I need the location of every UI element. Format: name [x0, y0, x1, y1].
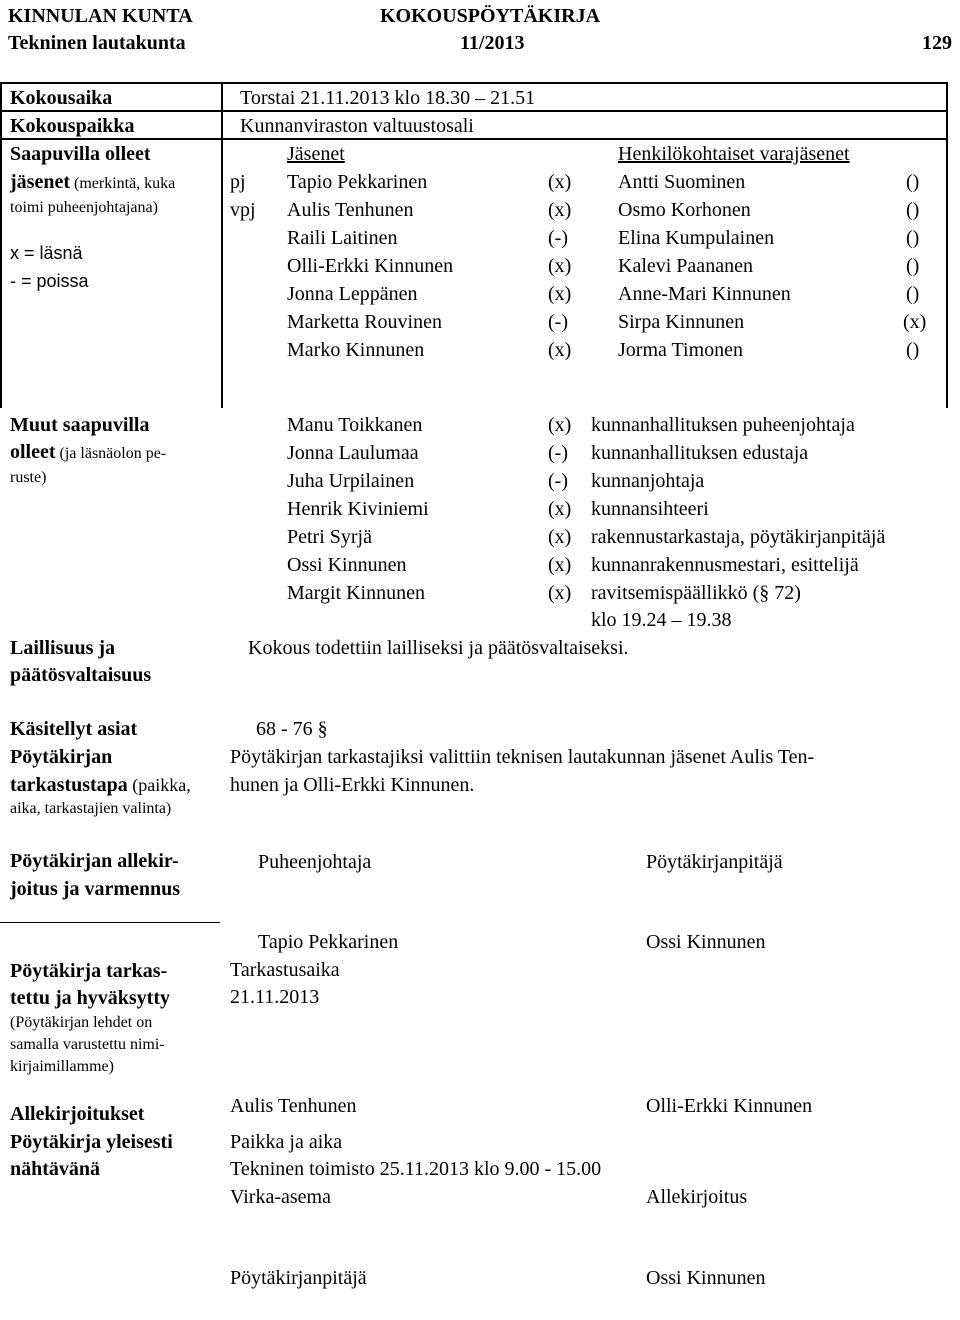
others-role: kunnanhallituksen edustaja	[591, 442, 809, 464]
approval-signer-1: Aulis Tenhunen	[230, 1095, 357, 1117]
deputy-name: Kalevi Paananen	[618, 255, 753, 277]
member-mark: (x)	[548, 255, 572, 277]
public-position-label: Virka-asema	[230, 1186, 331, 1208]
chair-name: Tapio Pekkarinen	[258, 931, 399, 953]
deputy-name: Sirpa Kinnunen	[618, 311, 745, 333]
legend-present: x = läsnä	[10, 243, 83, 263]
attendance-label-note: (merkintä, kuka	[69, 175, 176, 192]
approval-label: Pöytäkirja tarkas-	[10, 960, 168, 982]
review-text-2: hunen ja Olli-Erkki Kinnunen.	[230, 774, 475, 796]
member-mark: (-)	[548, 227, 568, 249]
member-name: Aulis Tenhunen	[287, 199, 414, 221]
public-signer: Ossi Kinnunen	[646, 1267, 766, 1289]
others-role: kunnanrakennusmestari, esittelijä	[591, 554, 859, 576]
row-divider-1	[0, 110, 948, 112]
others-mark: (x)	[548, 554, 572, 576]
others-name: Juha Urpilainen	[287, 470, 415, 492]
public-place-label: Paikka ja aika	[230, 1131, 343, 1153]
member-mark: (x)	[548, 199, 572, 221]
page-number: 129	[922, 32, 952, 54]
deputy-name: Anne-Mari Kinnunen	[618, 283, 791, 305]
doc-type: KOKOUSPÖYTÄKIRJA	[380, 5, 601, 27]
deputy-mark: ()	[906, 199, 920, 221]
review-label-3: aika, tarkastajien valinta)	[10, 800, 172, 817]
member-name: Marketta Rouvinen	[287, 311, 442, 333]
meeting-number: 11/2013	[460, 32, 525, 54]
deputies-header: Henkilökohtaiset varajäsenet	[618, 143, 850, 165]
others-role: rakennustarkastaja, pöytäkirjanpitäjä	[591, 526, 886, 548]
others-label-bold: olleet	[10, 441, 56, 463]
signatures-label: Allekirjoitukset	[10, 1103, 145, 1125]
member-mark: (x)	[548, 283, 572, 305]
signing-label-2: joitus ja varmennus	[10, 878, 181, 900]
box-top-line	[0, 82, 948, 84]
box-left-line	[0, 82, 2, 408]
member-role: pj	[230, 171, 246, 193]
others-label-2	[10, 441, 166, 465]
others-name: Jonna Laulumaa	[287, 442, 419, 464]
secretary-title: Pöytäkirjanpitäjä	[646, 851, 783, 873]
member-name: Olli-Erkki Kinnunen	[287, 255, 454, 277]
others-name: Margit Kinnunen	[287, 582, 425, 604]
public-position-value: Pöytäkirjanpitäjä	[230, 1267, 367, 1289]
attendance-label-bold: jäsenet	[10, 171, 70, 193]
chair-title: Puheenjohtaja	[258, 851, 372, 873]
items-label: Käsitellyt asiat	[10, 718, 138, 740]
deputy-name: Osmo Korhonen	[618, 199, 751, 221]
member-mark: (x)	[548, 171, 572, 193]
review-label-2	[10, 774, 191, 796]
deputy-mark: ()	[906, 283, 920, 305]
others-time-note: klo 19.24 – 19.38	[591, 609, 732, 631]
member-name: Jonna Leppänen	[287, 283, 418, 305]
others-mark: (x)	[548, 526, 572, 548]
others-role: ravitsemispäällikkö (§ 72)	[591, 582, 801, 604]
others-mark: (x)	[548, 414, 572, 436]
review-text-1: Pöytäkirjan tarkastajiksi valittiin teknisen lautakunnan jäsenet Aulis Ten-	[230, 746, 815, 768]
deputy-name: Antti Suominen	[618, 171, 746, 193]
others-mark: (x)	[548, 498, 572, 520]
meeting-place-label: Kokouspaikka	[10, 115, 135, 137]
row-divider-2	[0, 138, 948, 140]
signing-divider	[0, 922, 220, 923]
public-signature-label: Allekirjoitus	[646, 1186, 748, 1208]
box-middle-line	[221, 82, 223, 408]
member-mark: (x)	[548, 339, 572, 361]
attendance-label-3: toimi puheenjohtajana)	[10, 199, 158, 216]
board-name: Tekninen lautakunta	[8, 32, 186, 54]
legality-text: Kokous todettiin lailliseksi ja päätösvaltaiseksi.	[248, 637, 629, 659]
member-name: Raili Laitinen	[287, 227, 398, 249]
others-mark: (-)	[548, 442, 568, 464]
meeting-time-label: Kokousaika	[10, 87, 113, 109]
others-label: Muut saapuvilla	[10, 414, 150, 436]
deputy-mark: (x)	[903, 311, 927, 333]
deputy-name: Jorma Timonen	[618, 339, 744, 361]
deputy-mark: ()	[906, 171, 920, 193]
approval-signer-2: Olli-Erkki Kinnunen	[646, 1095, 813, 1117]
others-name: Henrik Kiviniemi	[287, 498, 429, 520]
deputy-mark: ()	[906, 339, 920, 361]
approval-label-3: (Pöytäkirjan lehdet on	[10, 1014, 153, 1031]
public-place-value: Tekninen toimisto 25.11.2013 klo 9.00 - 15.00	[230, 1158, 602, 1180]
legality-label-2: päätösvaltaisuus	[10, 664, 152, 686]
items-value: 68 - 76 §	[256, 718, 328, 740]
box-right-line	[946, 82, 948, 408]
legend-absent: - = poissa	[10, 271, 89, 291]
meeting-place-value: Kunnanviraston valtuustosali	[240, 115, 474, 137]
others-name: Petri Syrjä	[287, 526, 372, 548]
approval-time-label: Tarkastusaika	[230, 959, 340, 981]
others-mark: (-)	[548, 470, 568, 492]
approval-label-2: tettu ja hyväksytty	[10, 987, 170, 1009]
member-name: Marko Kinnunen	[287, 339, 425, 361]
approval-label-4: samalla varustettu nimi-	[10, 1036, 165, 1053]
secretary-name: Ossi Kinnunen	[646, 931, 766, 953]
approval-time-value: 21.11.2013	[230, 986, 320, 1008]
member-name: Tapio Pekkarinen	[287, 171, 428, 193]
deputy-mark: ()	[906, 227, 920, 249]
member-mark: (-)	[548, 311, 568, 333]
others-label-3: ruste)	[10, 469, 47, 486]
review-label-note: (paikka,	[127, 775, 191, 795]
public-label-2: nähtävänä	[10, 1158, 101, 1180]
legality-label: Laillisuus ja	[10, 637, 116, 659]
others-name: Ossi Kinnunen	[287, 554, 407, 576]
member-role: vpj	[230, 199, 256, 221]
others-label-note: (ja läsnäolon pe-	[55, 445, 167, 462]
others-name: Manu Toikkanen	[287, 414, 423, 436]
attendance-label-2	[10, 171, 175, 195]
org-name: KINNULAN KUNTA	[8, 5, 193, 27]
public-label: Pöytäkirja yleisesti	[10, 1131, 173, 1153]
members-header: Jäsenet	[287, 143, 345, 165]
others-role: kunnanjohtaja	[591, 470, 705, 492]
others-mark: (x)	[548, 582, 572, 604]
attendance-label: Saapuvilla olleet	[10, 143, 151, 165]
deputy-mark: ()	[906, 255, 920, 277]
others-role: kunnanhallituksen puheenjohtaja	[591, 414, 855, 436]
others-role: kunnansihteeri	[591, 498, 709, 520]
signing-label: Pöytäkirjan allekir-	[10, 850, 179, 872]
approval-label-5: kirjaimillamme)	[10, 1058, 114, 1075]
meeting-time-value: Torstai 21.11.2013 klo 18.30 – 21.51	[240, 87, 536, 109]
review-label-bold: tarkastustapa	[10, 774, 128, 796]
deputy-name: Elina Kumpulainen	[618, 227, 775, 249]
review-label: Pöytäkirjan	[10, 746, 113, 768]
